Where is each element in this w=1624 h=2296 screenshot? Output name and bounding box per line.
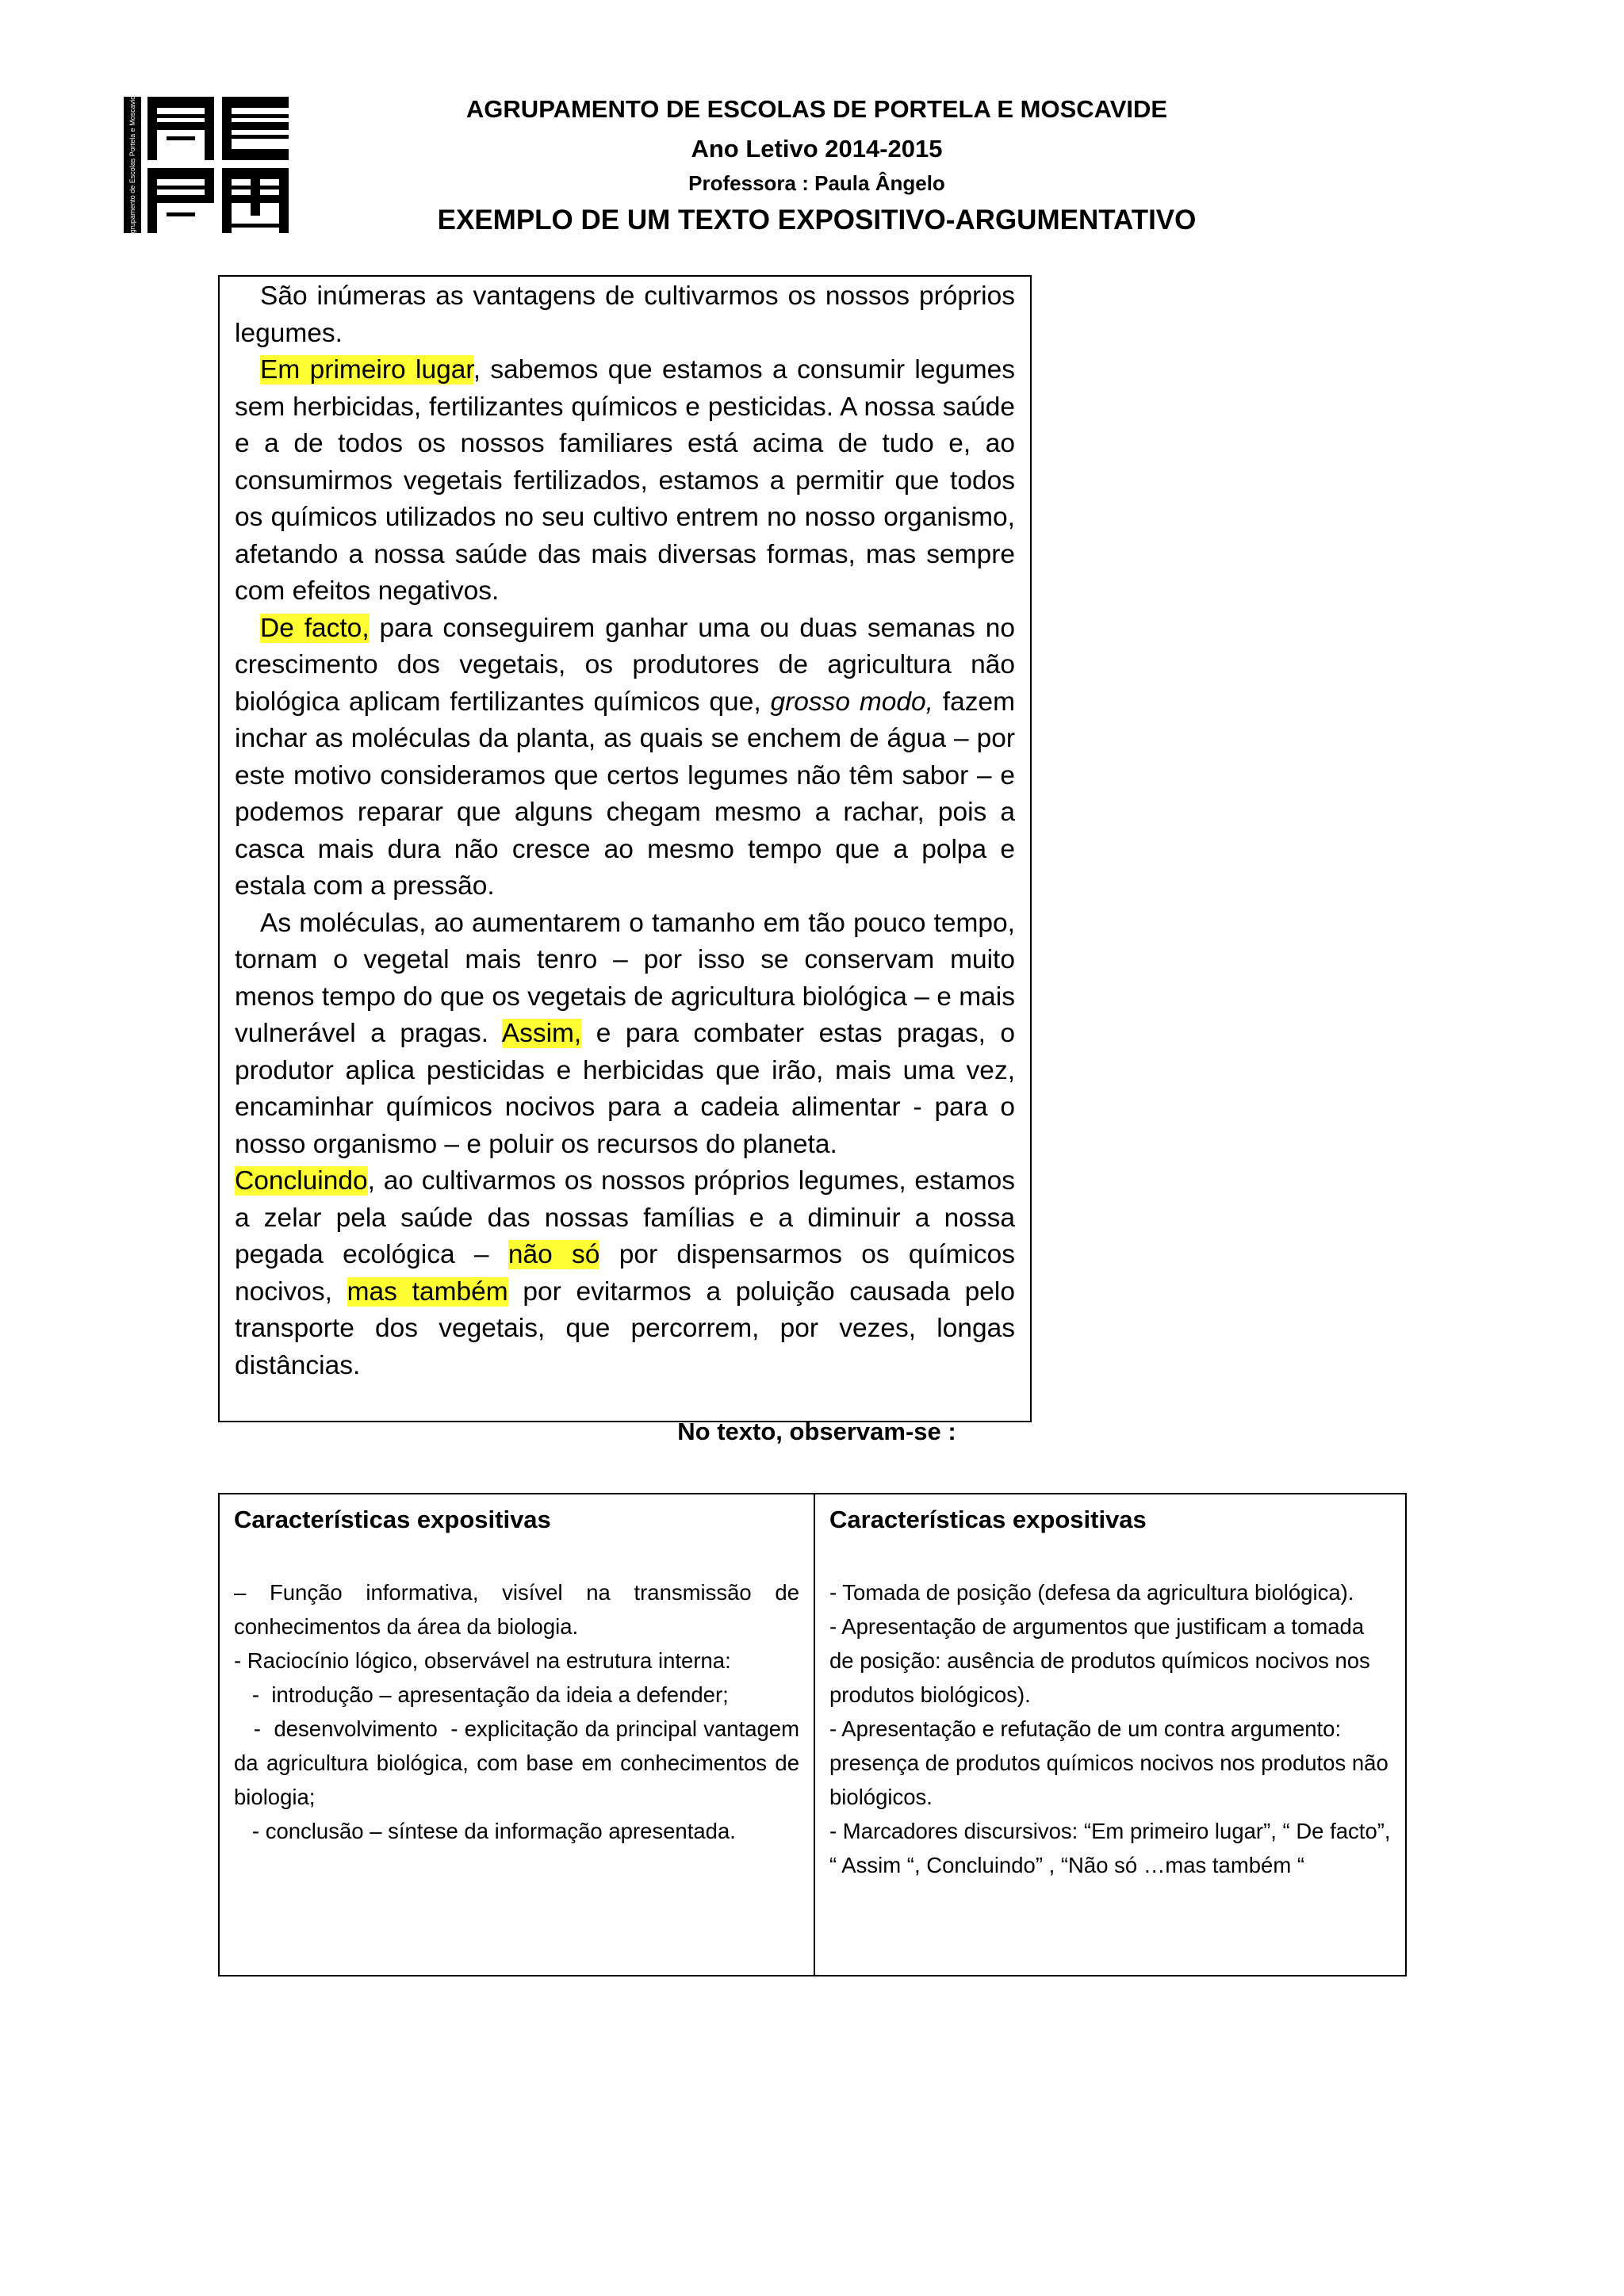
document-title: EXEMPLO DE UM TEXTO EXPOSITIVO-ARGUMENTATIVO [437, 205, 1197, 235]
left-item: - introdução – apresentação da ideia a defender; [234, 1682, 729, 1707]
right-item: - Marcadores discursivos: “Em primeiro lugar”, “ De facto”, “ Assim “, Concluindo” , “Não só …mas também “ [829, 1819, 1391, 1877]
paragraph-1 [235, 278, 1015, 352]
paragraph-5-text-a: , ao cultivarmos os nossos próprios legumes, estamos a zelar pela saúde das nossas famílias e a diminuir a nossa pegada ecológica – [235, 1166, 1015, 1269]
right-item: - Apresentação e refutação de um contra argumento: presença de produtos químicos nocivos nos produtos não biológicos. [829, 1716, 1388, 1809]
example-text-box [218, 275, 1032, 1422]
right-item: - Tomada de posição (defesa da agricultura biológica). [829, 1580, 1354, 1605]
logo-side-text: Agrupamento de Escolas Portela e Moscavide [128, 97, 136, 233]
marker-em-primeiro-lugar: Em primeiro lugar [260, 355, 473, 385]
school-logo [124, 97, 292, 233]
left-item: - desenvolvimento - explicitação da principal vantagem da agricultura biológica, com base em conhecimentos de biologia; [234, 1716, 806, 1809]
marker-mas-tambem: mas também [347, 1276, 508, 1307]
characteristics-table [218, 1493, 1407, 1976]
teacher-name: Professora : Paula Ângelo [688, 171, 945, 195]
left-item: – Função informativa, visível na transmissão de conhecimentos da área da biologia. [234, 1580, 799, 1639]
paragraph-1-text: São inúmeras as vantagens de cultivarmos os nossos próprios legumes. [235, 281, 1015, 348]
paragraph-3-text-a: para conseguirem ganhar uma ou duas semanas no crescimento dos vegetais, os produtores de agricultura não biológica aplicam fertilizantes químicos que, [235, 613, 1015, 717]
paragraph-3 [235, 610, 1015, 905]
marker-nao-so: não só [508, 1240, 600, 1269]
paragraph-2 [235, 352, 1015, 610]
right-column-header: Características expositivas [829, 1506, 1147, 1533]
school-year: Ano Letivo 2014-2015 [691, 135, 943, 163]
observe-label: No texto, observam-se : [677, 1418, 956, 1445]
paragraph-4-text-a: As moléculas, ao aumentarem o tamanho em tão pouco tempo, tornam o vegetal mais tenro – por isso se conservam muito menos tempo do que os vegetais de agricultura biológica – e mais vulnerável a pragas. [235, 908, 1015, 1048]
paragraph-5-text-c: por evitarmos a poluição causada pelo transporte dos vegetais, que percorrem, por vezes, longas distâncias. [235, 1276, 1016, 1380]
paragraph-5 [235, 1163, 1015, 1384]
paragraph-4 [235, 905, 1015, 1164]
left-item: - conclusão – síntese da informação apresentada. [234, 1819, 736, 1843]
table-column-left [220, 1494, 815, 1975]
right-column-body [829, 1575, 1391, 1882]
paragraph-4-text-b: e para combater estas pragas, o produtor aplica pesticidas e herbicidas que irão, mais uma vez, encaminhar químicos nocivos para a cadeia alimentar - para o nosso organismo – e poluir os recursos do planeta. [235, 1019, 1016, 1159]
marker-concluindo: Concluindo [235, 1166, 368, 1196]
paragraph-3-text-b: fazem inchar as moléculas da planta, as quais se enchem de água – por este motivo consideramos que certos legumes não têm sabor – e podemos reparar que alguns chegam mesmo a rachar, pois a casca mais dura não cresce ao mesmo tempo que a polpa e estala com a pressão. [235, 687, 1015, 901]
school-name: AGRUPAMENTO DE ESCOLAS DE PORTELA E MOSCAVIDE [465, 95, 1168, 123]
table-column-right [815, 1494, 1405, 1975]
left-column-body [234, 1575, 806, 1848]
right-item: - Apresentação de argumentos que justificam a tomada de posição: ausência de produtos químicos nocivos nos produtos biológicos). [829, 1614, 1370, 1707]
left-item: - Raciocínio lógico, observável na estrutura interna: [234, 1648, 731, 1673]
paragraph-3-italic: grosso modo, [770, 687, 933, 717]
school-logo-graphic [124, 97, 292, 233]
paragraph-5-text-b: por dispensarmos os químicos nocivos, [235, 1240, 1015, 1307]
marker-assim: Assim, [501, 1019, 582, 1048]
left-column-header: Características expositivas [234, 1506, 551, 1533]
marker-de-facto: De facto, [260, 613, 370, 643]
paragraph-2-text: , sabemos que estamos a consumir legumes sem herbicidas, fertilizantes químicos e pesticidas. A nossa saúde e a de todos os nossos familiares está acima de tudo e, ao consumirmos vegetais fertilizados, estamos a permitir que todos os químicos utilizados no seu cultivo entrem no nosso organismo, afetando a nossa saúde das mais diversas formas, mas sempre com efeitos negativos. [235, 355, 1015, 606]
